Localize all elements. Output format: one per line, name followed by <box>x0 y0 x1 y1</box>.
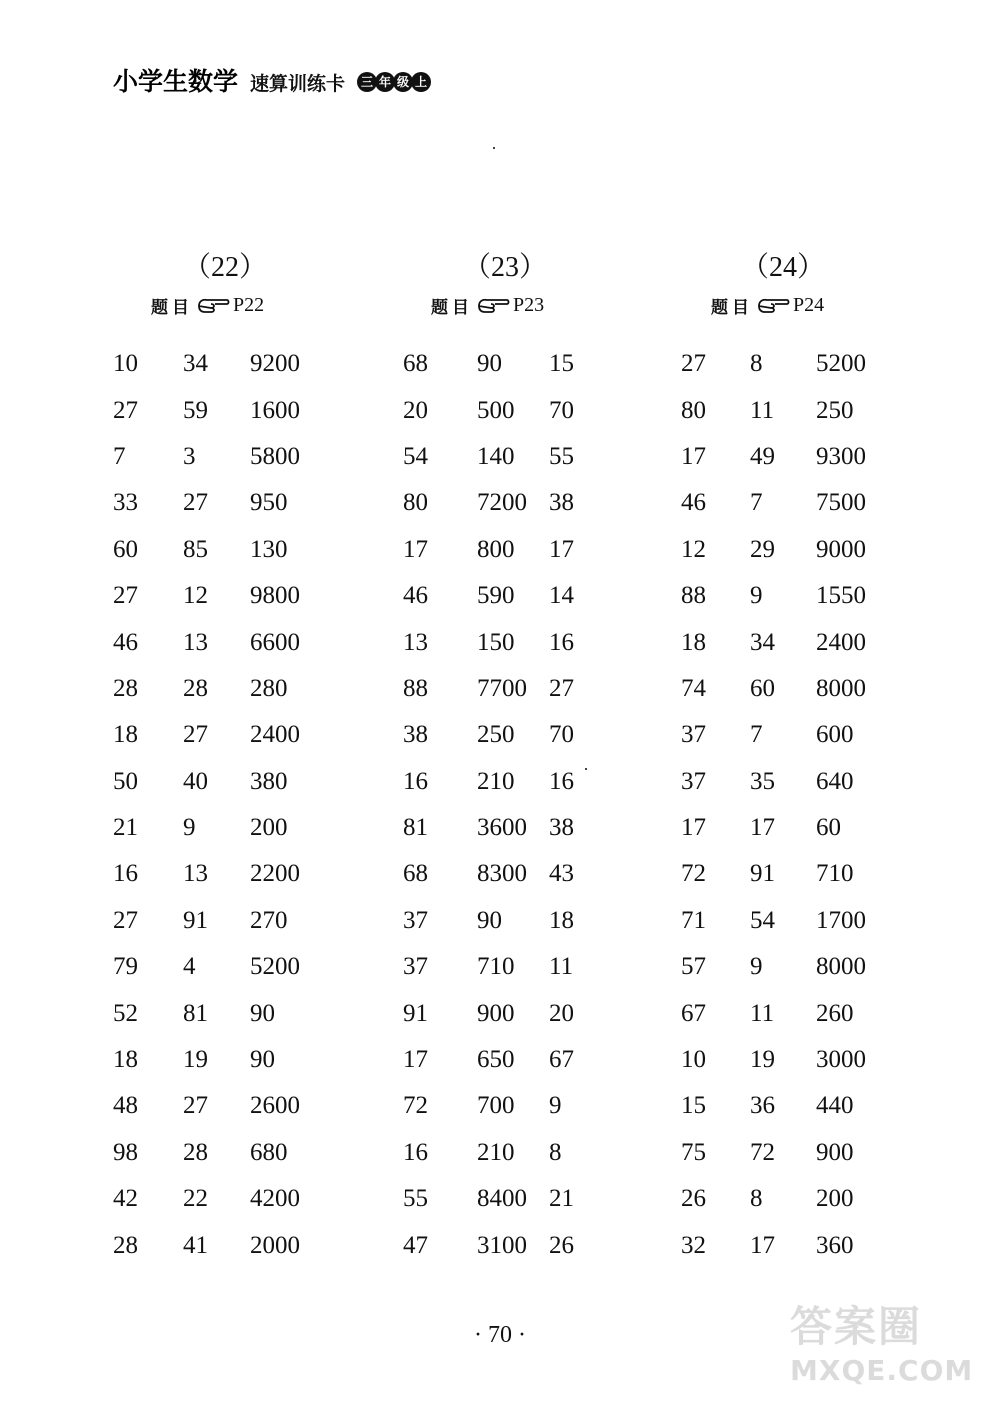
answer-value: 74 <box>681 674 706 702</box>
answer-value: 81 <box>403 814 428 842</box>
answer-value: 10 <box>113 350 138 378</box>
answer-value: 9300 <box>816 442 866 470</box>
answer-row <box>113 666 330 712</box>
answer-value: 9 <box>750 582 763 610</box>
answer-value: 200 <box>250 814 288 842</box>
answer-value: 91 <box>183 906 208 934</box>
answer-row <box>403 573 599 619</box>
answer-value: 16 <box>113 860 138 888</box>
ref-label: 题目 <box>151 298 193 318</box>
answer-value: 950 <box>250 489 288 517</box>
ref-page: P22 <box>233 294 265 316</box>
answer-row <box>403 387 599 433</box>
answer-value: 29 <box>750 535 775 563</box>
answer-row <box>681 712 896 758</box>
answer-value: 71 <box>681 906 706 934</box>
answer-value: 37 <box>403 906 428 934</box>
answer-row <box>681 480 896 526</box>
answer-value: 80 <box>681 396 706 424</box>
page-number: · 70 · <box>474 1322 526 1348</box>
answer-value: 90 <box>250 999 275 1027</box>
answer-value: 80 <box>403 489 428 517</box>
answer-value: 9000 <box>816 535 866 563</box>
answer-value: 17 <box>403 1046 428 1074</box>
answer-row <box>113 1130 330 1176</box>
answer-row <box>681 341 896 387</box>
question-reference <box>151 293 264 318</box>
answer-value: 88 <box>403 674 428 702</box>
answer-row <box>113 759 330 805</box>
answer-row <box>113 387 330 433</box>
answer-value: 440 <box>816 1092 854 1120</box>
answer-value: 2000 <box>250 1231 300 1259</box>
answer-value: 700 <box>477 1092 515 1120</box>
answer-row <box>113 1176 330 1222</box>
answer-value: 37 <box>681 767 706 795</box>
answer-value: 7 <box>113 442 126 470</box>
answer-row <box>403 1083 599 1129</box>
ref-label: 题目 <box>431 298 473 318</box>
answer-value: 650 <box>477 1046 515 1074</box>
answer-value: 27 <box>681 350 706 378</box>
answer-value: 48 <box>113 1092 138 1120</box>
answer-rows <box>403 341 599 1269</box>
answer-value: 68 <box>403 350 428 378</box>
answer-value: 18 <box>549 906 574 934</box>
answer-value: 5200 <box>250 953 300 981</box>
answer-value: 17 <box>750 814 775 842</box>
answer-row <box>113 1222 330 1268</box>
answer-value: 590 <box>477 582 515 610</box>
answer-value: 9 <box>183 814 196 842</box>
answer-value: 600 <box>816 721 854 749</box>
answer-row <box>681 666 896 712</box>
answer-value: 130 <box>250 535 288 563</box>
answer-value: 19 <box>750 1046 775 1074</box>
answer-row <box>403 1222 599 1268</box>
answer-value: 210 <box>477 1138 515 1166</box>
answer-row <box>681 434 896 480</box>
answer-value: 37 <box>403 953 428 981</box>
answer-value: 38 <box>403 721 428 749</box>
answer-row <box>113 341 330 387</box>
answer-value: 710 <box>477 953 515 981</box>
answer-row <box>403 944 599 990</box>
answer-value: 1550 <box>816 582 866 610</box>
answer-row <box>113 619 330 665</box>
answer-value: 270 <box>250 906 288 934</box>
answer-row <box>403 480 599 526</box>
answer-value: 40 <box>183 767 208 795</box>
answer-value: 28 <box>183 674 208 702</box>
answer-value: 16 <box>403 1138 428 1166</box>
answer-row <box>113 990 330 1036</box>
answer-value: 14 <box>549 582 574 610</box>
answer-value: 85 <box>183 535 208 563</box>
answer-value: 5800 <box>250 442 300 470</box>
answer-value: 21 <box>549 1185 574 1213</box>
answer-value: 28 <box>183 1138 208 1166</box>
answer-value: 18 <box>113 721 138 749</box>
answer-row <box>681 990 896 1036</box>
answer-row <box>113 805 330 851</box>
answer-value: 140 <box>477 442 515 470</box>
answer-value: 8300 <box>477 860 527 888</box>
answer-row <box>681 1176 896 1222</box>
answer-value: 38 <box>549 814 574 842</box>
answer-value: 52 <box>113 999 138 1027</box>
answer-value: 22 <box>183 1185 208 1213</box>
answer-value: 41 <box>183 1231 208 1259</box>
answer-value: 35 <box>750 767 775 795</box>
answer-value: 27 <box>183 489 208 517</box>
answer-value: 1600 <box>250 396 300 424</box>
answer-row <box>681 527 896 573</box>
grade-badge-char: 上 <box>411 72 431 92</box>
answer-value: 72 <box>403 1092 428 1120</box>
answer-value: 9 <box>549 1092 562 1120</box>
answer-value: 3000 <box>816 1046 866 1074</box>
answer-value: 2400 <box>250 721 300 749</box>
answer-value: 49 <box>750 442 775 470</box>
watermark-domain: MXQE.COM <box>790 1354 974 1387</box>
answer-value: 42 <box>113 1185 138 1213</box>
column-heading: （23） <box>463 252 548 283</box>
answer-row <box>113 898 330 944</box>
answer-value: 250 <box>477 721 515 749</box>
answer-value: 26 <box>681 1185 706 1213</box>
answer-value: 16 <box>403 767 428 795</box>
answer-value: 17 <box>750 1231 775 1259</box>
answer-value: 8 <box>750 1185 763 1213</box>
column-heading: （22） <box>183 252 268 283</box>
answer-value: 280 <box>250 674 288 702</box>
watermark-logo-text: 答案圈 <box>790 1302 923 1351</box>
pointing-hand-icon <box>477 296 511 316</box>
answer-value: 57 <box>681 953 706 981</box>
answer-value: 16 <box>549 767 574 795</box>
answer-value: 7 <box>750 489 763 517</box>
answer-value: 2600 <box>250 1092 300 1120</box>
answer-value: 7500 <box>816 489 866 517</box>
ref-label: 题目 <box>711 298 753 318</box>
answer-value: 16 <box>549 628 574 656</box>
answer-value: 19 <box>183 1046 208 1074</box>
answer-value: 11 <box>549 953 574 981</box>
answer-row <box>403 666 599 712</box>
answer-value: 27 <box>183 721 208 749</box>
answer-value: 75 <box>681 1138 706 1166</box>
answer-value: 20 <box>549 999 574 1027</box>
answer-value: 90 <box>477 906 502 934</box>
answer-value: 67 <box>549 1046 574 1074</box>
answer-row <box>403 1037 599 1083</box>
answer-row <box>403 434 599 480</box>
answer-value: 90 <box>250 1046 275 1074</box>
answer-value: 3600 <box>477 814 527 842</box>
answer-row <box>113 1083 330 1129</box>
answer-value: 8000 <box>816 674 866 702</box>
answer-value: 7 <box>750 721 763 749</box>
answer-value: 90 <box>477 350 502 378</box>
answer-row <box>681 944 896 990</box>
answer-row <box>403 990 599 1036</box>
answer-rows <box>681 341 896 1269</box>
answer-value: 8400 <box>477 1185 527 1213</box>
answer-row <box>681 387 896 433</box>
answer-rows <box>113 341 330 1269</box>
answer-row <box>681 851 896 897</box>
grade-badge-char: 级 <box>393 72 413 92</box>
answer-value: 21 <box>113 814 138 842</box>
answer-value: 250 <box>816 396 854 424</box>
answer-value: 32 <box>681 1231 706 1259</box>
answer-value: 54 <box>403 442 428 470</box>
answer-value: 46 <box>403 582 428 610</box>
answer-value: 2200 <box>250 860 300 888</box>
answer-value: 18 <box>113 1046 138 1074</box>
answer-row <box>403 341 599 387</box>
answer-value: 60 <box>750 674 775 702</box>
answer-value: 7700 <box>477 674 527 702</box>
answer-value: 17 <box>403 535 428 563</box>
answer-value: 20 <box>403 396 428 424</box>
answer-value: 17 <box>549 535 574 563</box>
answer-value: 47 <box>403 1231 428 1259</box>
answer-row <box>681 573 896 619</box>
answer-value: 12 <box>183 582 208 610</box>
answer-value: 26 <box>549 1231 574 1259</box>
pointing-hand-icon <box>197 296 231 316</box>
answer-value: 900 <box>816 1138 854 1166</box>
answer-value: 9800 <box>250 582 300 610</box>
answer-value: 27 <box>113 582 138 610</box>
book-subtitle: 速算训练卡 <box>250 73 346 95</box>
answer-row <box>681 619 896 665</box>
answer-row <box>681 1037 896 1083</box>
answer-value: 710 <box>816 860 854 888</box>
answer-value: 91 <box>750 860 775 888</box>
answer-value: 88 <box>681 582 706 610</box>
answer-row <box>113 480 330 526</box>
answer-value: 150 <box>477 628 515 656</box>
answer-value: 12 <box>681 535 706 563</box>
answer-value: 9200 <box>250 350 300 378</box>
answer-value: 37 <box>681 721 706 749</box>
answer-value: 13 <box>183 860 208 888</box>
answer-value: 3 <box>183 442 196 470</box>
answer-value: 2400 <box>816 628 866 656</box>
answer-row <box>403 712 599 758</box>
answer-value: 260 <box>816 999 854 1027</box>
answer-value: 81 <box>183 999 208 1027</box>
answer-value: 4200 <box>250 1185 300 1213</box>
ref-page: P23 <box>513 294 545 316</box>
answer-row <box>681 898 896 944</box>
answer-value: 380 <box>250 767 288 795</box>
answer-row <box>113 434 330 480</box>
answer-value: 8000 <box>816 953 866 981</box>
answer-row <box>681 1083 896 1129</box>
answer-value: 8 <box>549 1138 562 1166</box>
answer-value: 50 <box>113 767 138 795</box>
answer-row <box>113 944 330 990</box>
answer-row <box>113 851 330 897</box>
answer-value: 34 <box>183 350 208 378</box>
answer-value: 18 <box>681 628 706 656</box>
answer-row <box>403 805 599 851</box>
ref-page: P24 <box>793 294 825 316</box>
pointing-hand-icon <box>757 296 791 316</box>
answer-value: 800 <box>477 535 515 563</box>
answer-value: 210 <box>477 767 515 795</box>
answer-value: 43 <box>549 860 574 888</box>
book-title: 小学生数学 <box>113 67 239 96</box>
answer-row <box>113 712 330 758</box>
answer-value: 11 <box>750 396 775 424</box>
answer-row <box>681 1222 896 1268</box>
answer-row <box>403 898 599 944</box>
answer-value: 68 <box>403 860 428 888</box>
answer-value: 17 <box>681 442 706 470</box>
answer-value: 5200 <box>816 350 866 378</box>
answer-value: 55 <box>549 442 574 470</box>
answer-value: 680 <box>250 1138 288 1166</box>
question-reference <box>711 293 824 318</box>
answer-row <box>113 573 330 619</box>
answer-value: 72 <box>750 1138 775 1166</box>
answer-value: 500 <box>477 396 515 424</box>
answer-value: 3100 <box>477 1231 527 1259</box>
question-reference <box>431 293 544 318</box>
answer-value: 13 <box>183 628 208 656</box>
answer-row <box>113 1037 330 1083</box>
answer-value: 67 <box>681 999 706 1027</box>
answer-value: 28 <box>113 1231 138 1259</box>
grade-badge-char: 三 <box>357 72 377 92</box>
answer-value: 200 <box>816 1185 854 1213</box>
answer-row <box>403 527 599 573</box>
answer-value: 9 <box>750 953 763 981</box>
answer-value: 70 <box>549 721 574 749</box>
answer-value: 33 <box>113 489 138 517</box>
answer-value: 27 <box>113 906 138 934</box>
column-heading: （24） <box>741 252 826 283</box>
answer-row <box>113 527 330 573</box>
page-header <box>113 62 431 102</box>
answer-value: 27 <box>113 396 138 424</box>
answer-value: 79 <box>113 953 138 981</box>
answer-value: 900 <box>477 999 515 1027</box>
answer-value: 7200 <box>477 489 527 517</box>
answer-value: 60 <box>113 535 138 563</box>
scan-speck <box>585 768 587 770</box>
grade-badge <box>359 72 431 92</box>
grade-badge-char: 年 <box>375 72 395 92</box>
answer-value: 8 <box>750 350 763 378</box>
answer-value: 72 <box>681 860 706 888</box>
answer-value: 27 <box>549 674 574 702</box>
answer-value: 1700 <box>816 906 866 934</box>
answer-value: 13 <box>403 628 428 656</box>
answer-row <box>403 851 599 897</box>
answer-value: 46 <box>113 628 138 656</box>
answer-value: 15 <box>549 350 574 378</box>
answer-value: 98 <box>113 1138 138 1166</box>
answer-value: 640 <box>816 767 854 795</box>
answer-value: 55 <box>403 1185 428 1213</box>
answer-value: 38 <box>549 489 574 517</box>
answer-row <box>403 619 599 665</box>
answer-value: 54 <box>750 906 775 934</box>
answer-value: 11 <box>750 999 775 1027</box>
answer-value: 15 <box>681 1092 706 1120</box>
answer-row <box>681 1130 896 1176</box>
answer-row <box>403 1130 599 1176</box>
answer-value: 70 <box>549 396 574 424</box>
scan-speck <box>493 147 495 149</box>
answer-value: 34 <box>750 628 775 656</box>
answer-row <box>403 1176 599 1222</box>
answer-value: 60 <box>816 814 841 842</box>
answer-row <box>681 805 896 851</box>
answer-row <box>403 759 599 805</box>
answer-value: 28 <box>113 674 138 702</box>
answer-value: 17 <box>681 814 706 842</box>
answer-value: 4 <box>183 953 196 981</box>
answer-value: 360 <box>816 1231 854 1259</box>
site-watermark <box>790 1294 980 1389</box>
answer-value: 59 <box>183 396 208 424</box>
answer-value: 27 <box>183 1092 208 1120</box>
answer-row <box>681 759 896 805</box>
answer-value: 6600 <box>250 628 300 656</box>
answer-value: 91 <box>403 999 428 1027</box>
answer-value: 46 <box>681 489 706 517</box>
answer-value: 36 <box>750 1092 775 1120</box>
answer-value: 10 <box>681 1046 706 1074</box>
